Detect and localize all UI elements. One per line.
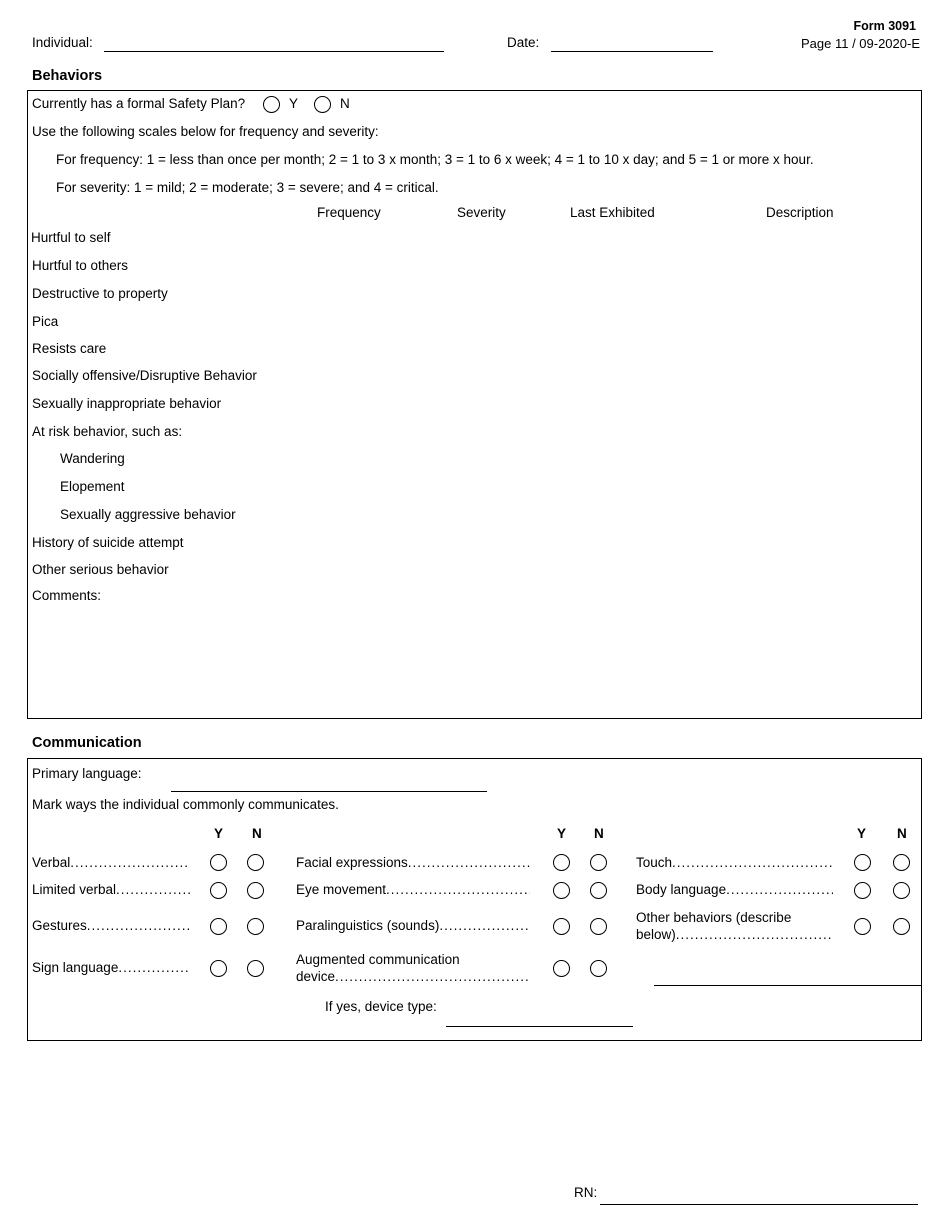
behavior-row-label: Sexually inappropriate behavior <box>32 396 222 411</box>
comm-item-limited-verbal <box>32 882 190 897</box>
behavior-row-label: Sexually aggressive behavior <box>60 507 236 522</box>
comm-item-augmented-device <box>296 951 530 985</box>
comm-item-label: Eye movement <box>296 882 387 897</box>
communication-heading: Communication <box>32 735 142 751</box>
comm-item-label: Facial expressions <box>296 855 408 870</box>
yes-column-header: Y <box>557 826 567 841</box>
augmented-device-no-radio[interactable] <box>590 960 607 977</box>
no-column-header: N <box>897 826 907 841</box>
column-header-frequency: Frequency <box>317 205 381 220</box>
form-number: Form 3091 <box>853 19 916 33</box>
comm-item-eye-movement <box>296 882 530 897</box>
behaviors-heading: Behaviors <box>32 68 103 84</box>
comm-item-verbal <box>32 855 190 870</box>
behavior-row-label: Other serious behavior <box>32 562 169 577</box>
comm-item-label: Paralinguistics (sounds) <box>296 918 440 933</box>
behavior-row-label: Wandering <box>60 451 125 466</box>
other-behaviors-no-radio[interactable] <box>893 918 910 935</box>
frequency-scale: For frequency: 1 = less than once per month; 2 = 1 to 3 x month; 3 = 1 to 6 x week; 4 = 1 to 10 x day; and 5 = 1 or more x hour. <box>56 152 814 167</box>
other-behaviors-yes-radio[interactable] <box>854 918 871 935</box>
comm-item-label: Verbal <box>32 855 71 870</box>
other-behaviors-description-field[interactable] <box>654 985 922 986</box>
individual-label: Individual: <box>32 35 93 50</box>
body-language-no-radio[interactable] <box>893 882 910 899</box>
comm-item-label: below) <box>636 927 676 942</box>
comm-item-body-language <box>636 882 833 897</box>
touch-no-radio[interactable] <box>893 854 910 871</box>
page-info: Page 11 / 09-2020-E <box>800 36 920 51</box>
date-field[interactable] <box>551 51 713 52</box>
eye-movement-no-radio[interactable] <box>590 882 607 899</box>
safety-plan-yes-radio[interactable] <box>263 96 280 113</box>
comm-item-label: Other behaviors (describe <box>636 910 792 925</box>
comm-item-gestures <box>32 918 190 933</box>
comm-item-sign-language <box>32 960 190 975</box>
augmented-device-yes-radio[interactable] <box>553 960 570 977</box>
paralinguistics-no-radio[interactable] <box>590 918 607 935</box>
comm-item-other-behaviors <box>636 909 833 943</box>
behavior-row-label: Socially offensive/Disruptive Behavior <box>32 368 257 383</box>
facial-expressions-no-radio[interactable] <box>590 854 607 871</box>
body-language-yes-radio[interactable] <box>854 882 871 899</box>
comm-item-label: Limited verbal <box>32 882 117 897</box>
column-header-description: Description <box>766 205 834 220</box>
device-type-label: If yes, device type: <box>325 999 437 1014</box>
communicates-instruction: Mark ways the individual commonly communicates. <box>32 797 339 812</box>
yes-column-header: Y <box>214 826 224 841</box>
no-column-header: N <box>594 826 604 841</box>
safety-plan-yes-label: Y <box>289 96 299 111</box>
comm-item-label: Gestures <box>32 918 87 933</box>
gestures-no-radio[interactable] <box>247 918 264 935</box>
behavior-row-label: Resists care <box>32 341 107 356</box>
facial-expressions-yes-radio[interactable] <box>553 854 570 871</box>
safety-plan-no-radio[interactable] <box>314 96 331 113</box>
column-header-severity: Severity <box>457 205 506 220</box>
comm-item-label: Touch <box>636 855 673 870</box>
touch-yes-radio[interactable] <box>854 854 871 871</box>
scales-intro: Use the following scales below for frequency and severity: <box>32 124 379 139</box>
comm-item-label: Augmented communication <box>296 952 460 967</box>
device-type-field[interactable] <box>446 1026 633 1027</box>
date-label: Date: <box>507 35 540 50</box>
limited-verbal-yes-radio[interactable] <box>210 882 227 899</box>
comm-item-touch <box>636 855 833 870</box>
behavior-row-label: Hurtful to others <box>32 258 129 273</box>
yes-column-header: Y <box>857 826 867 841</box>
behavior-row-label: At risk behavior, such as: <box>32 424 183 439</box>
behavior-row-label: Pica <box>32 314 59 329</box>
safety-plan-question: Currently has a formal Safety Plan? <box>32 96 246 111</box>
paralinguistics-yes-radio[interactable] <box>553 918 570 935</box>
behavior-row-label: Destructive to property <box>32 286 168 301</box>
comm-item-facial-expressions <box>296 855 530 870</box>
rn-signature-field[interactable] <box>600 1204 918 1205</box>
behavior-row-label: History of suicide attempt <box>32 535 184 550</box>
comm-item-label: device <box>296 969 336 984</box>
safety-plan-no-label: N <box>340 96 350 111</box>
individual-field[interactable] <box>104 51 444 52</box>
comments-label: Comments: <box>32 588 102 603</box>
verbal-no-radio[interactable] <box>247 854 264 871</box>
sign-language-no-radio[interactable] <box>247 960 264 977</box>
comm-item-paralinguistics <box>296 918 530 933</box>
eye-movement-yes-radio[interactable] <box>553 882 570 899</box>
primary-language-label: Primary language: <box>32 766 142 781</box>
comm-item-label: Body language <box>636 882 727 897</box>
behavior-row-label: Elopement <box>60 479 125 494</box>
limited-verbal-no-radio[interactable] <box>247 882 264 899</box>
severity-scale: For severity: 1 = mild; 2 = moderate; 3 = severe; and 4 = critical. <box>56 180 439 195</box>
rn-label: RN: <box>574 1185 598 1200</box>
verbal-yes-radio[interactable] <box>210 854 227 871</box>
sign-language-yes-radio[interactable] <box>210 960 227 977</box>
primary-language-field[interactable] <box>171 791 487 792</box>
column-header-last-exhibited: Last Exhibited <box>570 205 655 220</box>
behavior-row-label: Hurtful to self <box>31 230 111 245</box>
gestures-yes-radio[interactable] <box>210 918 227 935</box>
no-column-header: N <box>252 826 262 841</box>
comm-item-label: Sign language <box>32 960 119 975</box>
